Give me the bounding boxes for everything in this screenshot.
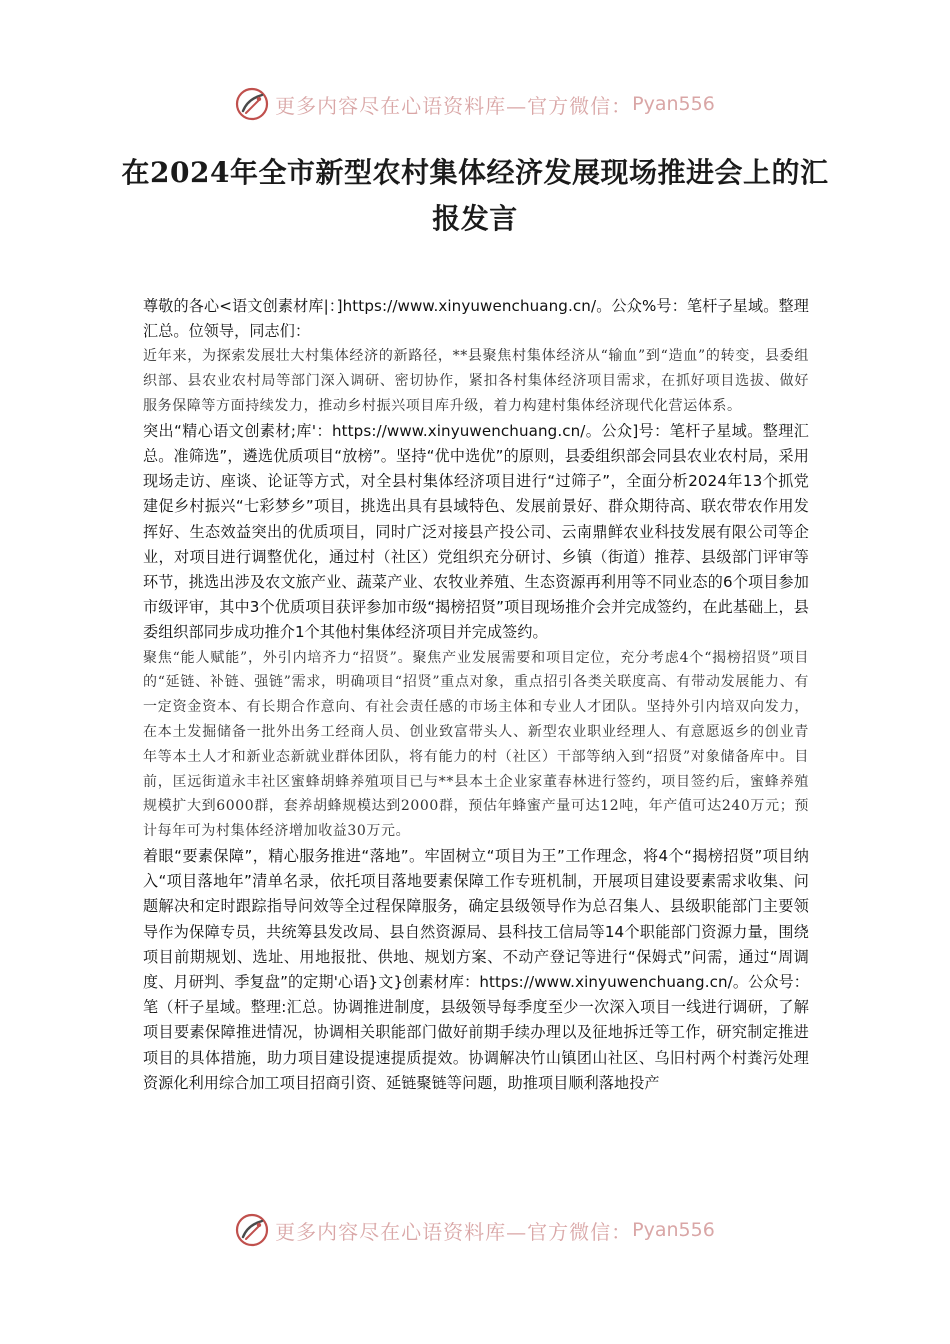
brand-logo-icon bbox=[235, 1213, 269, 1247]
paragraph-selection: 突出“精心语文创素材;库'：https://www.xinyuwenchuang.cn/。公众]号：笔杆子星域。整理汇总。准筛选”，遴选优质项目“放榜”。坚持“优中选优”的原则，县委组织部会同县农业农村局，采用现场走访、座谈、论证等方式，对全县村集体经济项目进行“过筛子”，全面分析2024年13个抓党建促乡村振兴“七彩梦乡”项目，挑选出具有县域特色、发展前景好、群众期待高、联农带农作用发挥好、生态效益突出的优质项目，同时广泛对接县产投公司、云南鼎鲜农业科技发展有限公司等企业，对项目进行调整优化，通过村（社区）党组织充分研讨、乡镇（街道）推荐、县级部门评审等环节，挑选出涉及农文旅产业、蔬菜产业、农牧业养殖、生态资源再利用等不同业态的6个项目参加市级评审，其中3个优质项目获评参加市级“揭榜招贤”项目现场推介会并完成签约，在此基础上，县委组织部同步成功推介1个其他村集体经济项目并完成签约。 bbox=[143, 421, 809, 642]
paragraph-talent: 聚焦“能人赋能”，外引内培齐力“招贤”。聚焦产业发展需要和项目定位，充分考虑4个“揭榜招贤”项目的“延链、补链、强链”需求，明确项目“招贤”重点对象，重点招引各类关联度高、有带动发展能力、有一定资金资本、有长期合作意向、有社会责任感的市场主体和专业人才团队。坚持外引内培双向发力，在本土发掘储备一批外出务工经商人员、创业致富带头人、新型农业职业经理人、有意愿返乡的创业青年等本土人才和新业态新就业群体团队，将有能力的村（社区）干部等纳入到“招贤”对象储备库中。目前，匡远街道永丰社区蜜蜂胡蜂养殖项目已与**县本土企业家董春林进行签约，项目签约后，蜜蜂养殖规模扩大到6000群，套养胡蜂规模达到2000群，预估年蜂蜜产量可达12吨，年产值可达240万元；预计每年可为村集体经济增加收益30万元。 bbox=[143, 649, 809, 840]
banner-text: 更多内容尽在心语资料库—官方微信： bbox=[275, 1219, 633, 1244]
paragraph-support: 着眼“要素保障”，精心服务推进“落地”。牢固树立“项目为王”工作理念，将4个“揭榜招贤”项目纳入“项目落地年”清单名录，依托项目落地要素保障工作专班机制，开展项目建设要素需求收集、问题解决和定时跟踪指导问效等全过程保障服务，确定县级领导作为总召集人、县级职能部门主要领导作为保障专员，共统筹县发改局、县自然资源局、县科技工信局等14个职能部门资源力量，围绕项目前期规划、选址、用地报批、供地、规划方案、不动产登记等进行“保姆式”问需，通过“周调度、月研判、季复盘”的定期'心语}文}创素材库：https://www.xinyuwenchuang.cn/。公众号：笔（杆子星域。整理:汇总。协调推进制度，县级领导每季度至少一次深入项目一线进行调研，了解项目要素保障推进情况，协调相关职能部门做好前期手续办理以及征地拆迁等工作，研究制定推进项目的具体措施，助力项目建设提速提质提效。协调解决竹山镇团山社区、乌旧村两个村粪污处理资源化利用综合加工项目招商引资、延链聚链等问题，助推项目顺利落地投产 bbox=[143, 847, 809, 1092]
banner-wechat-id: Pyan556 bbox=[632, 1219, 715, 1241]
paragraph-salutation: 尊敬的各心<语文创素材库|：]https://www.xinyuwenchuang.cn/。公众%号：笔杆子星域。整理汇总。位领导，同志们： bbox=[143, 297, 809, 341]
banner-text: 更多内容尽在心语资料库—官方微信： bbox=[275, 93, 633, 118]
banner-wechat-id: Pyan556 bbox=[632, 93, 715, 115]
brand-logo-icon bbox=[235, 87, 269, 121]
paragraph-intro: 近年来，为探索发展壮大村集体经济的新路径，**县聚焦村集体经济从“输血”到“造血”的转变，县委组织部、县农业农村局等部门深入调研、密切协作，紧扣各村集体经济项目需求，在抓好项目选拔、做好服务保障等方面持续发力，推动乡村振兴项目库升级，着力构建村集体经济现代化营运体系。 bbox=[143, 348, 809, 414]
header-banner bbox=[0, 84, 950, 124]
footer-banner bbox=[0, 1210, 950, 1250]
document-title: 在2024年全市新型农村集体经济发展现场推进会上的汇报发言 bbox=[121, 156, 829, 235]
document-body bbox=[143, 294, 809, 1096]
